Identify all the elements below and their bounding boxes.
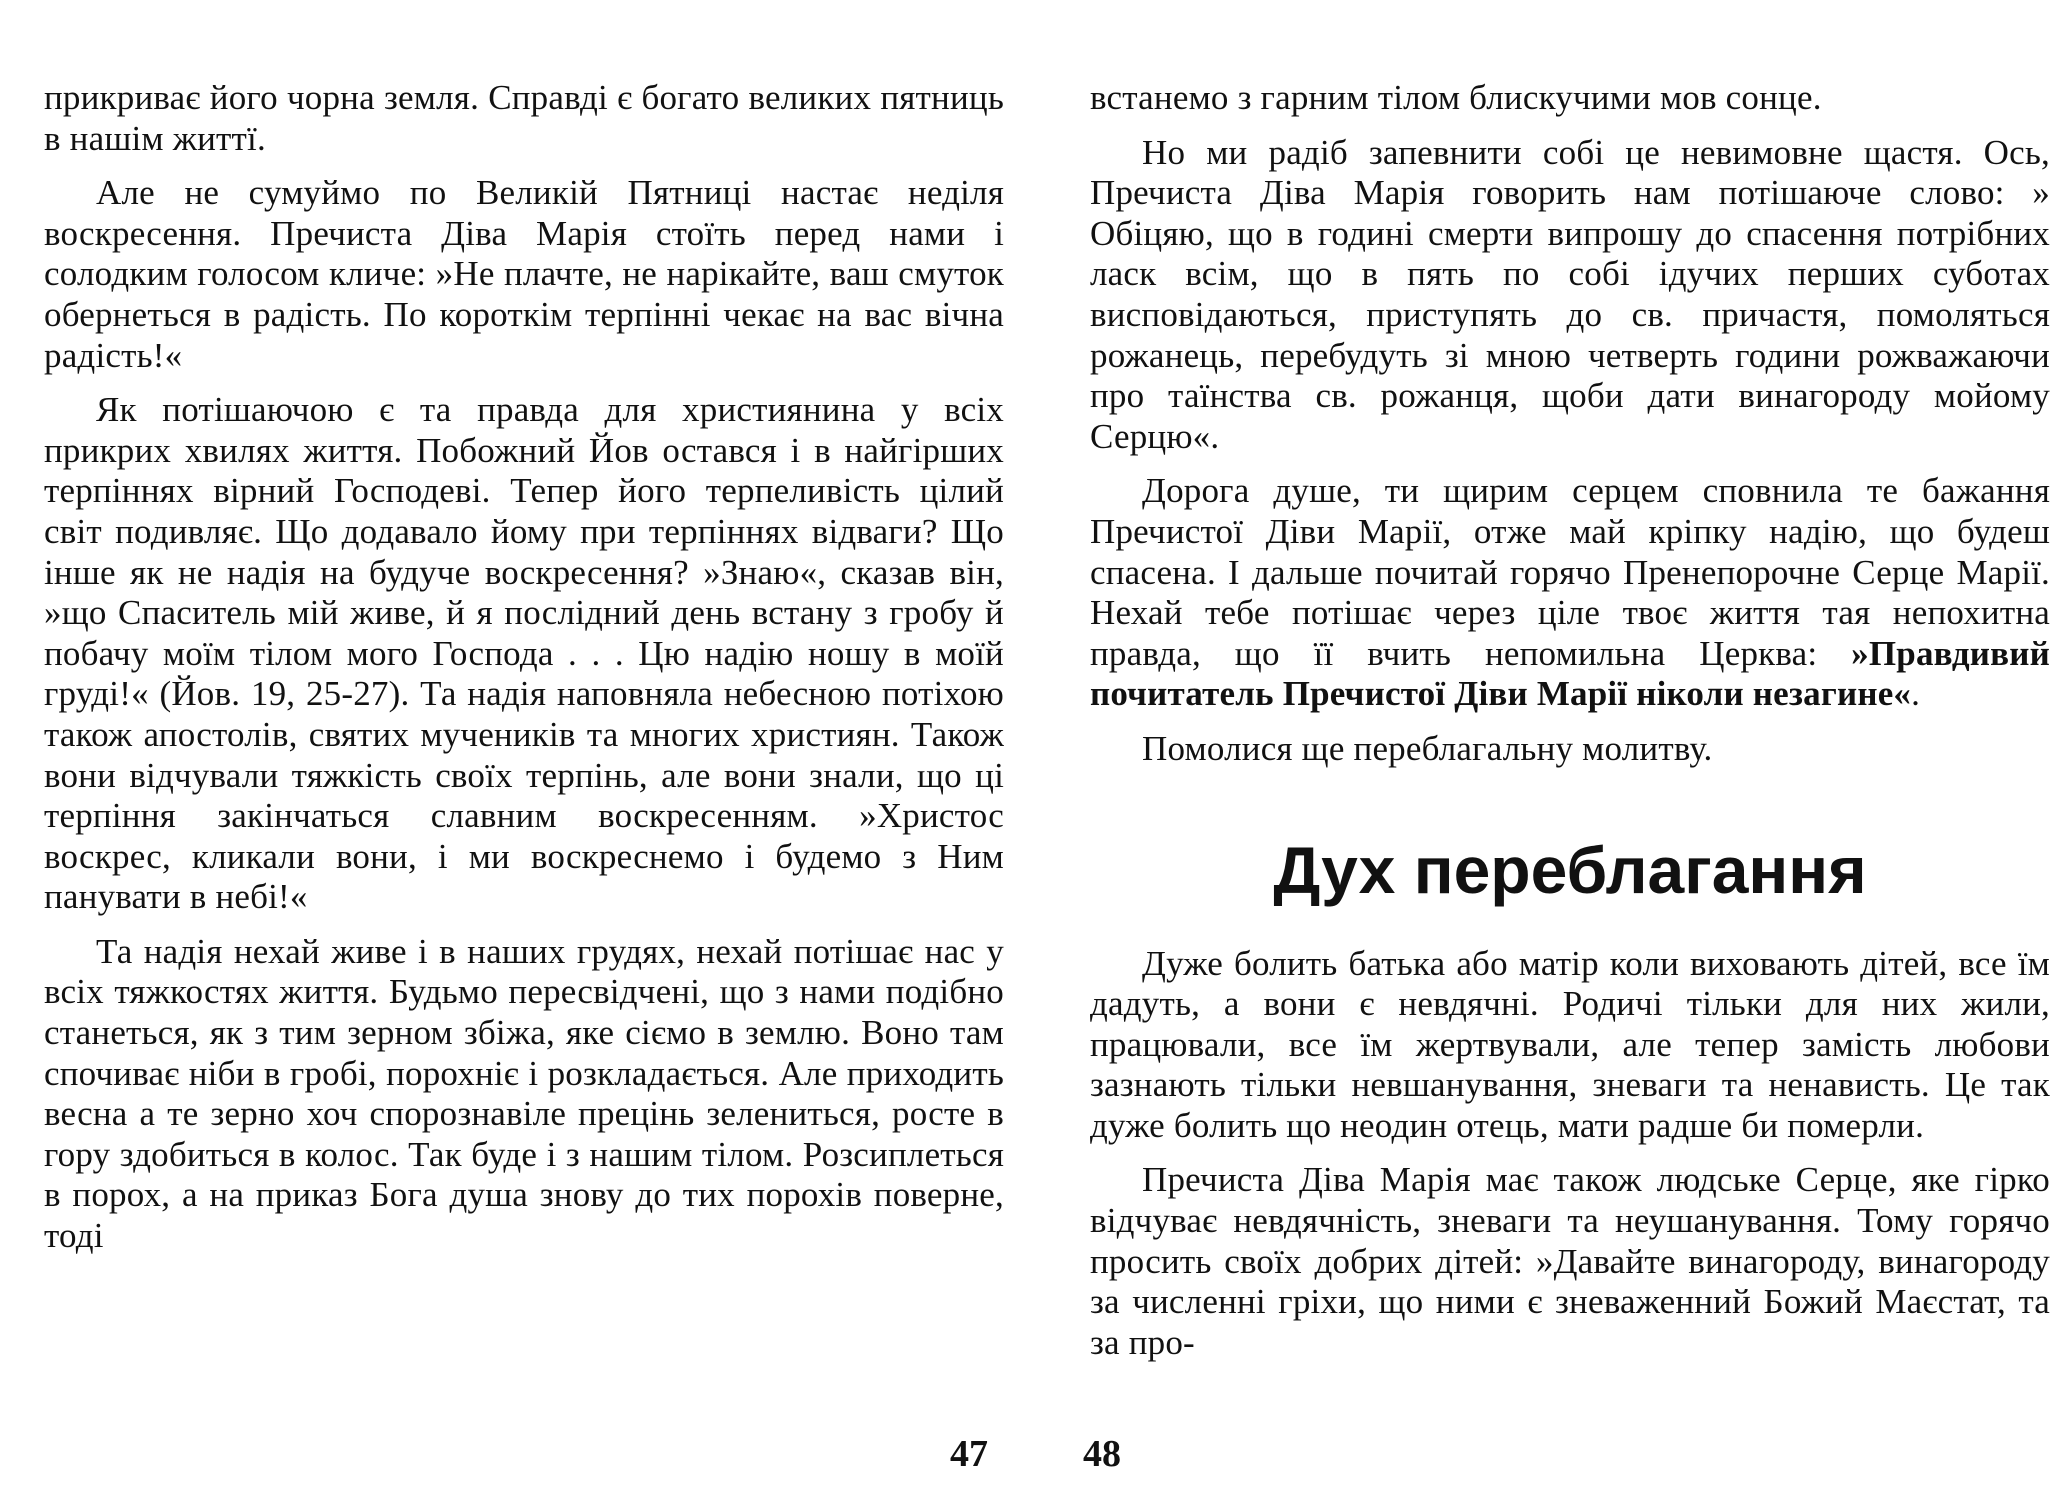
left-paragraph-1: прикриває його чорна земля. Справді є богато великих пятниць в нашім життї.: [44, 78, 1004, 158]
left-paragraph-3: Як потішаючою є та правда для християнина у всіх прикрих хвилях життя. Побожний Йов остався і в найгірших терпіннях вірний Господеві. Тепер його терпеливість цілий світ подивляє. Що додавало йому при терпіннях відваги? Що інше як не надія на будуче воскресення? »Знаю«, сказав він, »що Спаситель мій живе, й я послідний день встану з гробу й побачу моїм тілом мого Господа . . . Цю надію ношу в моїй груді!« (Йов. 19, 25-27). Та надія наповняла небесною потіхою також апостолів, святих мучеників та многих християн. Також вони відчували тяжкість своїх терпінь, але вони знали, що ці терпіння закінчаться славним воскресенням. »Христос воскрес, кликали вони, і ми воскреснемо і будемо з Ним панувати в небі!«: [44, 390, 1004, 917]
right-paragraph-3: [1090, 471, 2050, 715]
right-page: [1090, 78, 2050, 1377]
left-page: [44, 78, 1004, 1271]
page-number-left: 47: [950, 1433, 988, 1475]
right-paragraph-after-heading-1: Дуже болить батька або матір коли виховають дітей, все їм дадуть, а вони є невдячні. Родичі тільки для них жили, працювали, все їм жертвували, але тепер замість любови зазнають тільки невшанування, зневаги та ненависть. Це так дуже болить що неодин отець, мати радше би померли.: [1090, 943, 2050, 1145]
prayer-note: Помолися ще переблагальну молитву.: [1142, 728, 1713, 768]
bold-quote: »Правдивий почитатель Пречистої Діви Марії ніколи незагине«: [1090, 633, 2050, 714]
left-paragraph-4: Та надія нехай живе і в наших грудях, нехай потішає нас у всіх тяжкостях життя. Будьмо пересвідчені, що з нами подібно станеться, як з тим зерном збіжа, яке сіємо в землю. Воно там спочиває ніби в гробі, порохніє і розкладається. Але приходить весна а те зерно хоч спорознавіле прецінь зелениться, росте в гору здобиться в колос. Так буде і з нашим тілом. Розсиплеться в порох, а на приказ Бога душа знову до тих порохів поверне, тоді: [44, 931, 1004, 1256]
right-paragraph-2: Но ми радіб запевнити собі це невимовне щастя. Ось, Пречиста Діва Марія говорить нам потішаюче слово: » Обіцяю, що в годині смерти випрошу до спасення потрібних ласк всім, що в пять по собі ідучих перших суботах висповідаються, приступять до св. причастя, помоляться рожанець, перебудуть зі мною четверть години рожважаючи про таїнства св. рожанця, щоби дати винагороду мойому Серцю«.: [1090, 132, 2050, 456]
left-paragraph-2: Але не сумуймо по Великій Пятниці настає неділя воскресення. Пречиста Діва Марія стоїть перед нами і солодким голосом кличе: »Не плачте, не нарікайте, ваш смуток обернеться в радість. По короткім терпінні чекає на вас вічна радість!«: [44, 173, 1004, 375]
right-paragraph-3-tail: .: [1911, 674, 1921, 714]
right-paragraph-3-text: Дорога душе, ти щирим серцем сповнила те бажання Пречистої Діви Марії, отже май кріпку надію, що будеш спасена. І дальше почитай горячо Пренепорочне Серце Марії. Нехай тебе потішає через ціле твоє життя тая непохитна правда, що її вчить непомильна Церква:: [1090, 471, 2050, 673]
page-number-right: 48: [1083, 1433, 1121, 1475]
right-paragraph-1: встанемо з гарним тілом блискучими мов сонце.: [1090, 78, 1822, 117]
section-heading: Дух переблагання: [1273, 832, 1867, 907]
right-paragraph-after-heading-2: Пречиста Діва Марія має також людське Серце, яке гірко відчуває невдячність, зневаги та неушанування. Тому горячо просить своїх добрих дітей: »Давайте винагороду, винагороду за численні гріхи, що ними є зневаженний Божий Маєстат, та за про-: [1090, 1160, 2050, 1362]
